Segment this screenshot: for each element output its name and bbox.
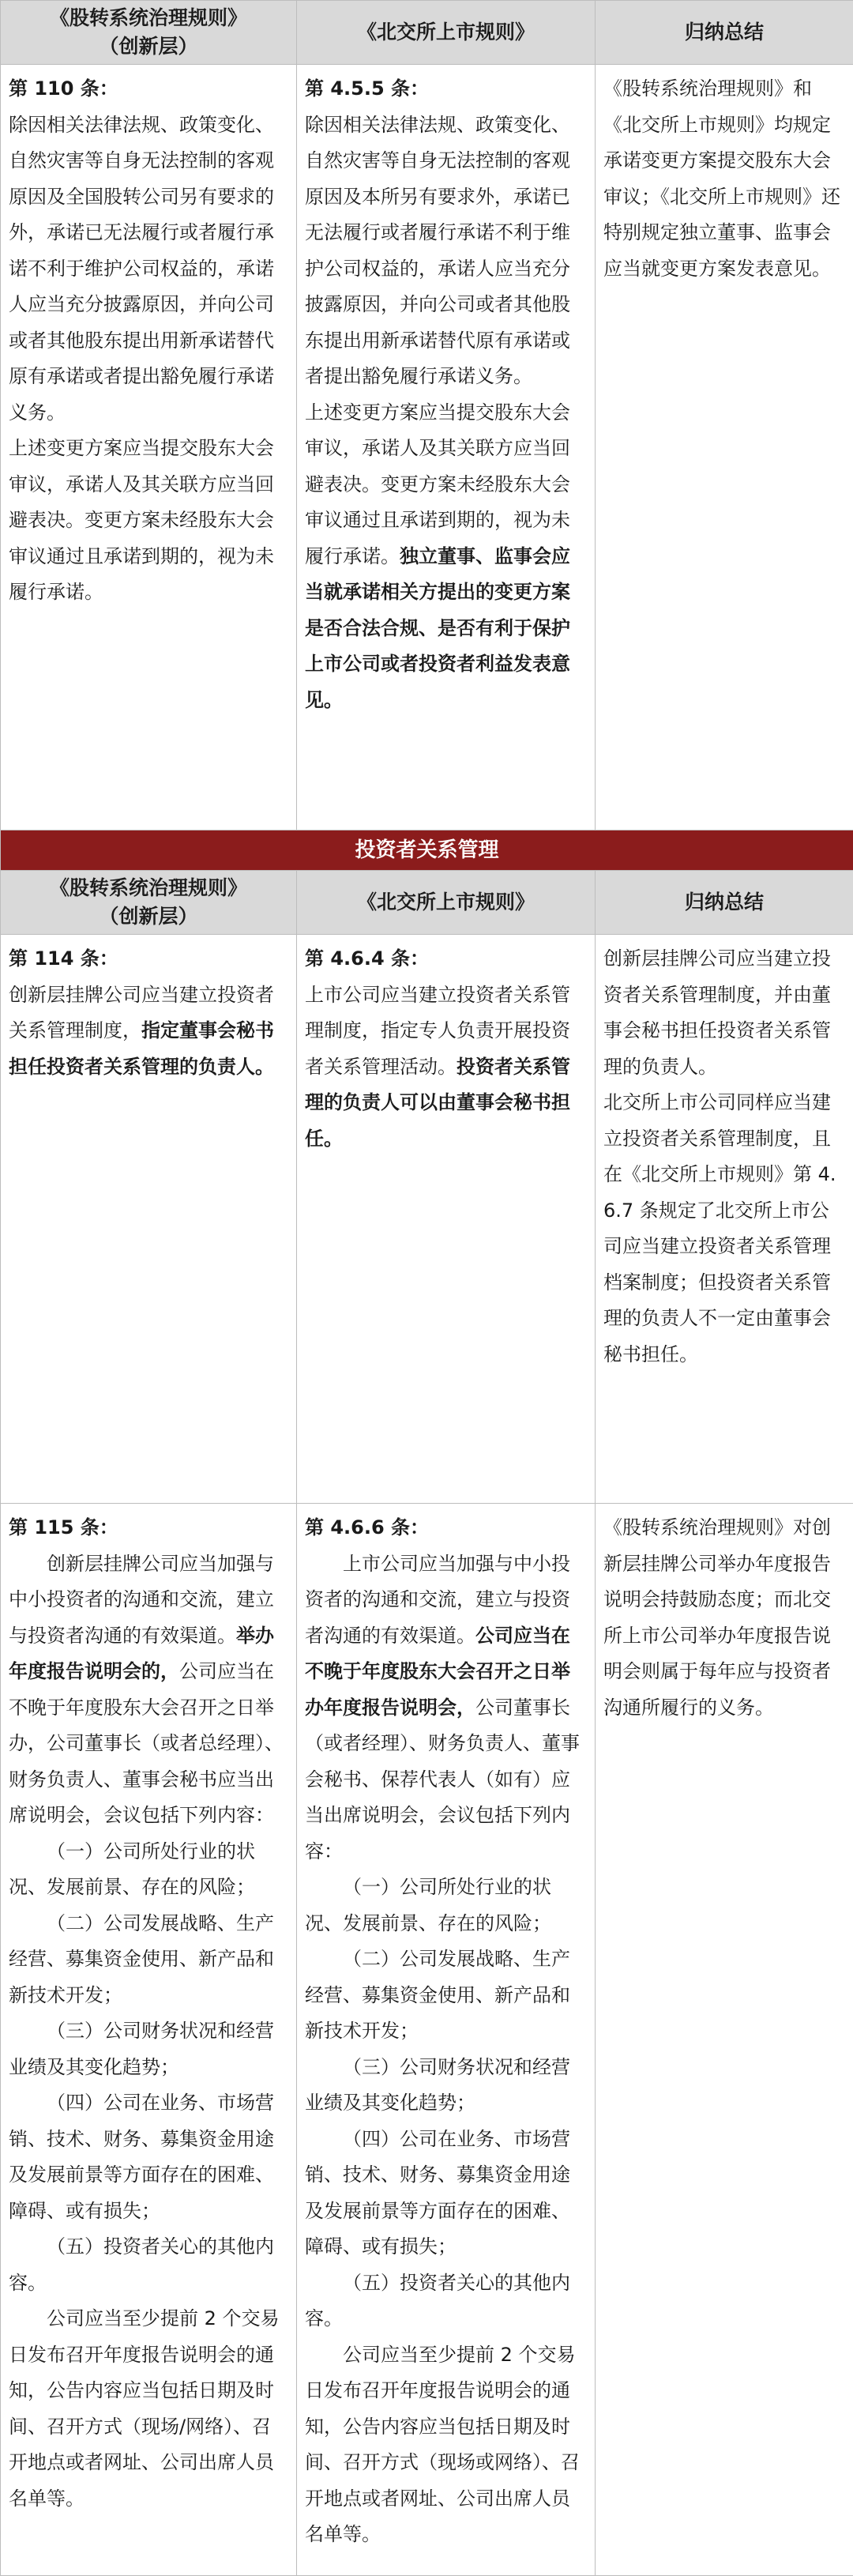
article-text-bold: 公司应当在不晚于年度股东大会召开之日举办年度报告说明会， bbox=[305, 1625, 570, 1719]
article-text-bold: 投资者关系管理的负责人可以由董事会秘书担任。 bbox=[305, 1056, 570, 1150]
table-row bbox=[1, 1504, 853, 2576]
article-text: 公司应当至少提前 2 个交易日发布召开年度报告说明会的通知，公告内容应当包括日期及时间、召开方式（现场或网络）、召开地点或者网址、公司出席人员名单等。 bbox=[305, 2337, 587, 2553]
article-text bbox=[305, 977, 587, 1158]
article-text: 除因相关法律法规、政策变化、自然灾害等自身无法控制的客观原因及全国股转公司另有要求的外，承诺已无法履行或者履行承诺不利于维护公司权益的，承诺人应当充分披露原因，并向公司或者其他股东提出用新承诺替代原有承诺或者提出豁免履行承诺义务。 bbox=[9, 107, 288, 431]
list-item: （一）公司所处行业的状况、发展前景、存在的风险； bbox=[9, 1834, 288, 1906]
summary-text: 《股转系统治理规则》和《北交所上市规则》均规定承诺变更方案提交股东大会审议；《北交所上市规则》还特别规定独立董事、监事会应当就变更方案发表意见。 bbox=[603, 71, 845, 287]
header-col1 bbox=[1, 1, 297, 65]
row2-summary bbox=[596, 935, 853, 1504]
section-title: 投资者关系管理 bbox=[1, 830, 853, 871]
list-item: （四）公司在业务、市场营销、技术、财务、募集资金用途及发展前景等方面存在的困难、障碍、或有损失； bbox=[305, 2122, 587, 2265]
article-text bbox=[305, 395, 587, 719]
article-text-normal: 上述变更方案应当提交股东大会审议，承诺人及其关联方应当回避表决。变更方案未经股东大会审议通过且承诺到期的，视为未履行承诺。 bbox=[305, 401, 570, 567]
table-header-row bbox=[1, 1, 853, 65]
list-item: （一）公司所处行业的状况、发展前景、存在的风险； bbox=[305, 1870, 587, 1941]
row1-col2 bbox=[297, 65, 596, 830]
list-item: （二）公司发展战略、生产经营、募集资金使用、新产品和新技术开发； bbox=[305, 1941, 587, 2050]
article-text-normal: 创新层挂牌公司应当加强与中小投资者的沟通和交流，建立与投资者沟通的有效渠道。 bbox=[9, 1553, 274, 1647]
article-title: 第 115 条： bbox=[9, 1510, 288, 1546]
article-title: 第 4.6.6 条： bbox=[305, 1510, 587, 1546]
article-text bbox=[9, 1546, 288, 1834]
article-text-normal: 上市公司应当建立投资者关系管理制度，指定专人负责开展投资者关系管理活动。 bbox=[305, 984, 570, 1078]
summary-text: 北交所上市公司同样应当建立投资者关系管理制度，且在《北交所上市规则》第 4.6.7 条规定了北交所上市公司应当建立投资者关系管理档案制度；但投资者关系管理的负责人不一定由董事会秘书担任。 bbox=[603, 1085, 845, 1373]
header-col3: 归纳总结 bbox=[596, 1, 853, 65]
header-col1-line2: （创新层） bbox=[6, 902, 291, 931]
header-col2: 《北交所上市规则》 bbox=[297, 1, 596, 65]
header-col1-line1: 《股转系统治理规则》 bbox=[6, 4, 291, 32]
list-item: （五）投资者关心的其他内容。 bbox=[305, 2265, 587, 2337]
header-col1-line1: 《股转系统治理规则》 bbox=[6, 874, 291, 902]
header-col1-line2: （创新层） bbox=[6, 32, 291, 61]
summary-text: 创新层挂牌公司应当建立投资者关系管理制度，并由董事会秘书担任投资者关系管理的负责人。 bbox=[603, 941, 845, 1085]
section-row bbox=[1, 830, 853, 871]
row3-col1 bbox=[1, 1504, 297, 2576]
article-text-bold: 举办年度报告说明会的， bbox=[9, 1625, 274, 1683]
row1-col1 bbox=[1, 65, 297, 830]
article-text-bold: 指定董事会秘书担任投资者关系管理的负责人。 bbox=[9, 1019, 274, 1078]
header-col2: 《北交所上市规则》 bbox=[297, 871, 596, 935]
article-title: 第 110 条： bbox=[9, 71, 288, 107]
row3-summary bbox=[596, 1504, 853, 2576]
article-text-normal: 上市公司应当加强与中小投资者的沟通和交流，建立与投资者沟通的有效渠道。 bbox=[305, 1553, 570, 1647]
article-text-normal: 创新层挂牌公司应当建立投资者关系管理制度， bbox=[9, 984, 274, 1042]
row2-col2 bbox=[297, 935, 596, 1504]
row1-summary bbox=[596, 65, 853, 830]
table-header-row bbox=[1, 871, 853, 935]
list-item: （三）公司财务状况和经营业绩及其变化趋势； bbox=[9, 2013, 288, 2085]
list-item: （五）投资者关心的其他内容。 bbox=[9, 2229, 288, 2301]
article-text: 公司应当至少提前 2 个交易日发布召开年度报告说明会的通知，公告内容应当包括日期及时间、召开方式（现场/网络）、召开地点或者网址、公司出席人员名单等。 bbox=[9, 2301, 288, 2517]
article-text-normal: 公司董事长（或者经理）、财务负责人、董事会秘书、保荐代表人（如有）应当出席说明会，会议包括下列内容： bbox=[305, 1697, 580, 1862]
article-title: 第 114 条： bbox=[9, 941, 288, 977]
list-item: （四）公司在业务、市场营销、技术、财务、募集资金用途及发展前景等方面存在的困难、障碍、或有损失； bbox=[9, 2085, 288, 2229]
list-item: （二）公司发展战略、生产经营、募集资金使用、新产品和新技术开发； bbox=[9, 1906, 288, 2014]
summary-text: 《股转系统治理规则》对创新层挂牌公司举办年度报告说明会持鼓励态度；而北交所上市公司举办年度报告说明会则属于每年应与投资者沟通所履行的义务。 bbox=[603, 1510, 845, 1726]
article-text-bold: 独立董事、监事会应当就承诺相关方提出的变更方案是否合法合规、是否有利于保护上市公司或者投资者利益发表意见。 bbox=[305, 545, 570, 711]
list-item: （三）公司财务状况和经营业绩及其变化趋势； bbox=[305, 2050, 587, 2122]
article-text-normal: 公司应当在不晚于年度股东大会召开之日举办，公司董事长（或者总经理）、财务负责人、董事会秘书应当出席说明会，会议包括下列内容： bbox=[9, 1660, 284, 1826]
table-row bbox=[1, 935, 853, 1504]
article-text bbox=[305, 1546, 587, 1870]
article-text bbox=[9, 977, 288, 1086]
article-text: 上述变更方案应当提交股东大会审议，承诺人及其关联方应当回避表决。变更方案未经股东大会审议通过且承诺到期的，视为未履行承诺。 bbox=[9, 431, 288, 611]
row2-col1 bbox=[1, 935, 297, 1504]
table-row bbox=[1, 65, 853, 830]
header-col3: 归纳总结 bbox=[596, 871, 853, 935]
header-col1 bbox=[1, 871, 297, 935]
article-title: 第 4.6.4 条： bbox=[305, 941, 587, 977]
article-title: 第 4.5.5 条： bbox=[305, 71, 587, 107]
row3-col2 bbox=[297, 1504, 596, 2576]
article-text: 除因相关法律法规、政策变化、自然灾害等自身无法控制的客观原因及本所另有要求外，承诺已无法履行或者履行承诺不利于维护公司权益的，承诺人应当充分披露原因，并向公司或者其他股东提出用新承诺替代原有承诺或者提出豁免履行承诺义务。 bbox=[305, 107, 587, 395]
